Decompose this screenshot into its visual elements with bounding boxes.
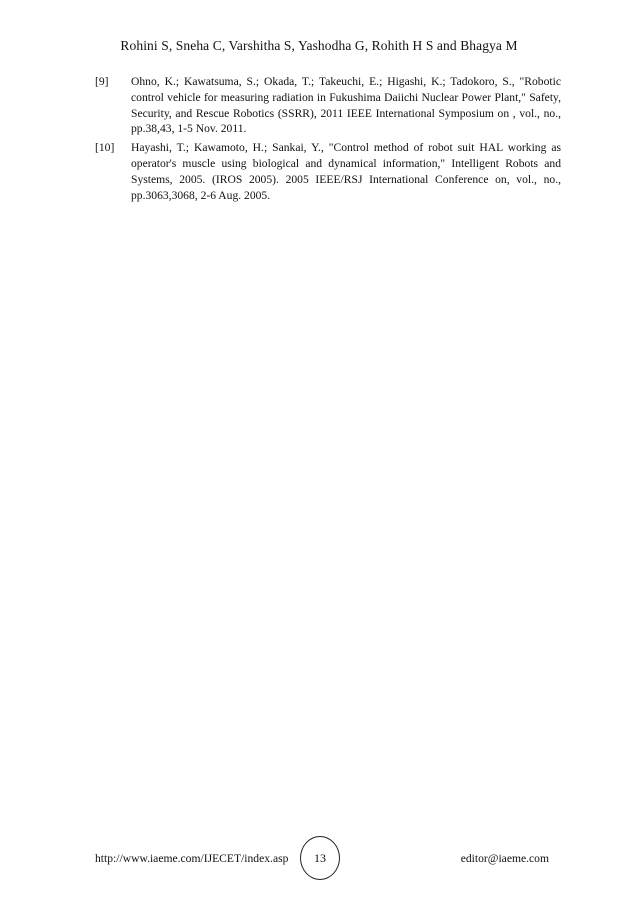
footer-email-link[interactable]: editor@iaeme.com — [460, 852, 549, 865]
reference-list — [95, 74, 561, 206]
reference-number: [10] — [95, 141, 115, 155]
reference-text: Hayashi, T.; Kawamoto, H.; Sankai, Y., "Control method of robot suit HAL working as operator's muscle using biological and dynamical information," Intelligent Robots and Systems, 2005. (IROS 2005). 2005 IEEE/RSJ International Conference on, vol., no., pp.3063,3068, 2-6 Aug. 2005. — [131, 141, 561, 202]
reference-item — [95, 140, 561, 203]
page-number-circle: 13 — [300, 836, 340, 880]
running-head-authors: Rohini S, Sneha C, Varshitha S, Yashodha G, Rohith H S and Bhagya M — [120, 38, 518, 53]
reference-number: [9] — [95, 75, 109, 88]
reference-item — [95, 74, 561, 137]
page-footer — [0, 842, 638, 878]
reference-text: Ohno, K.; Kawatsuma, S.; Okada, T.; Takeuchi, E.; Higashi, K.; Tadokoro, S., "Robotic control vehicle for measuring radiation in Fukushima Daiichi Nuclear Power Plant," Safety, Security, and Rescue Robotics (SSRR), 2011 IEEE International Symposium on , vol., no., pp.38,43, 1-5 Nov. 2011. — [131, 75, 561, 136]
footer-url-link[interactable]: http://www.iaeme.com/IJECET/index.asp — [95, 852, 289, 865]
